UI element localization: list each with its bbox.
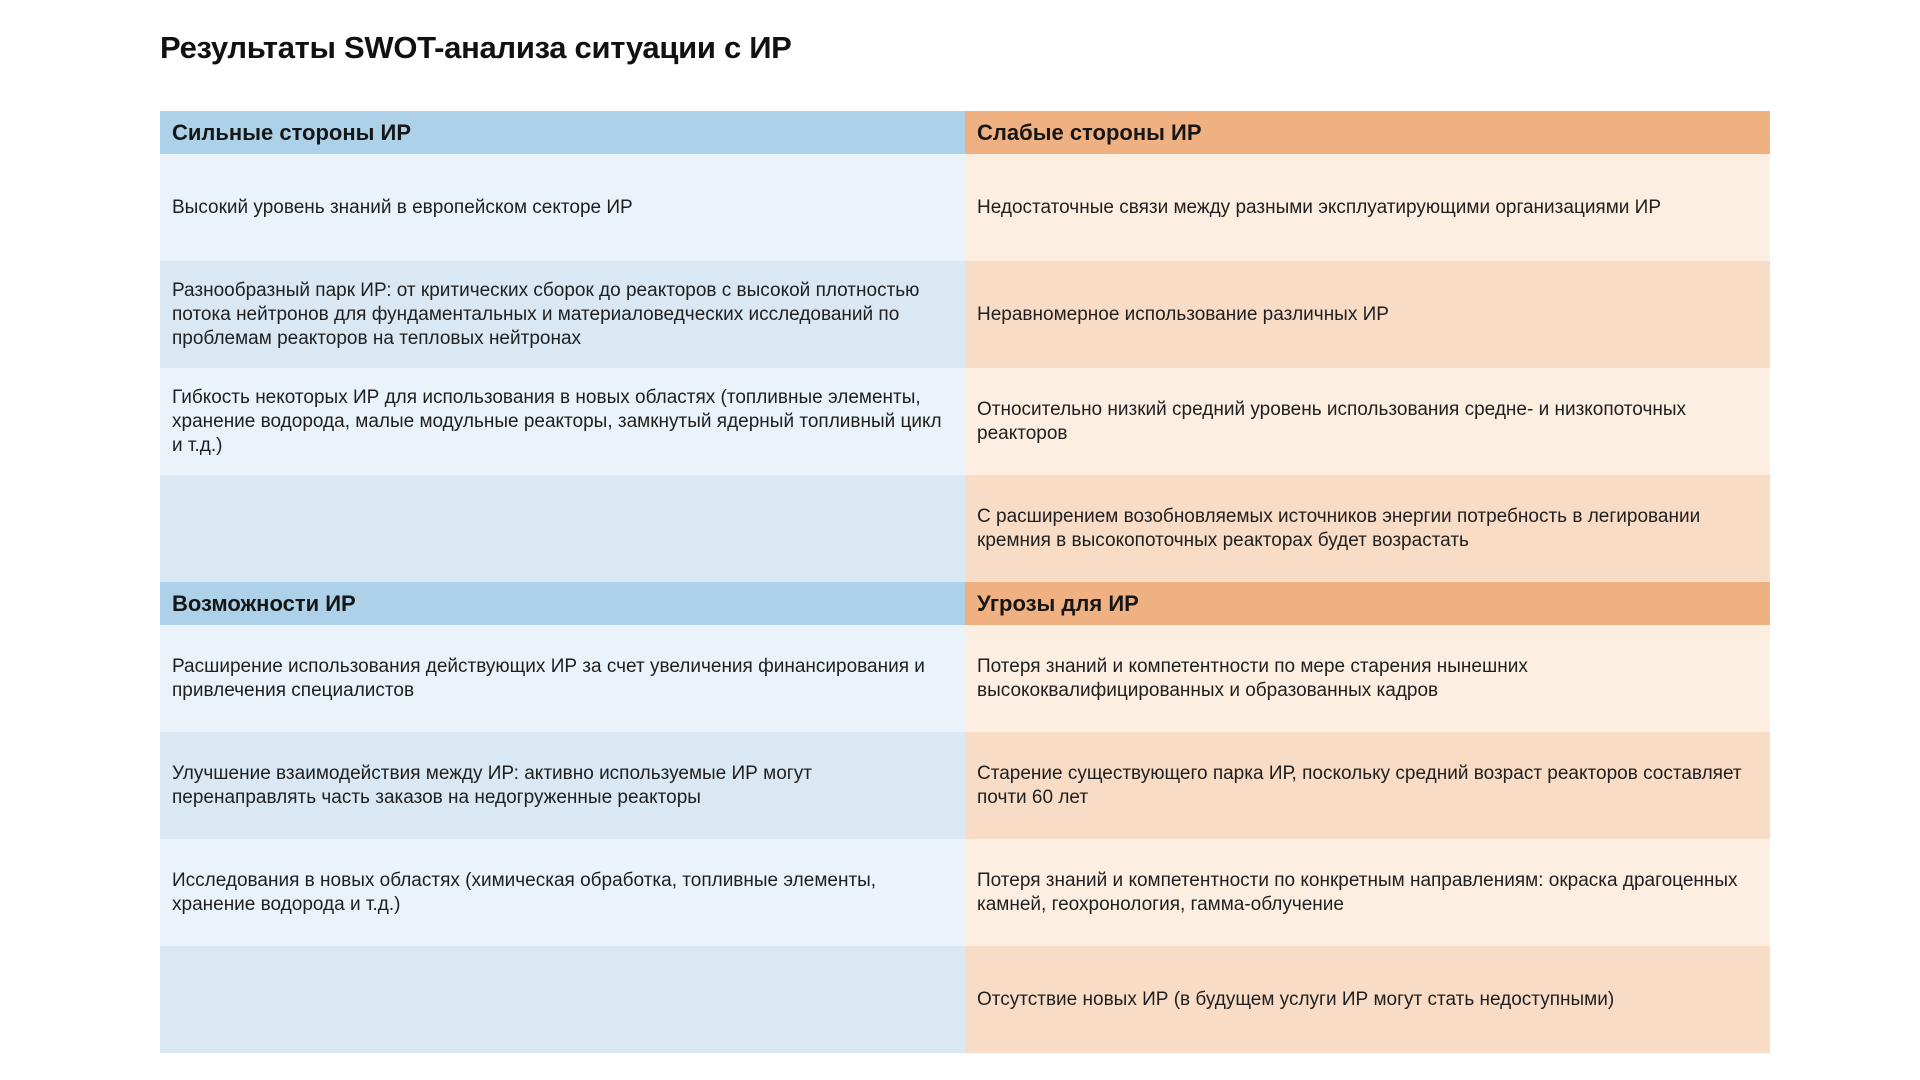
- weakness-item: [965, 368, 1770, 475]
- threat-item: [965, 732, 1770, 839]
- strengths-column: [160, 111, 965, 582]
- weaknesses-column: [965, 111, 1770, 582]
- strengths-heading: Сильные стороны ИР: [160, 111, 965, 154]
- opportunity-item-text: Исследования в новых областях (химическая обработка, топливные элементы, хранение водорода и т.д.): [172, 869, 877, 915]
- page-title: Результаты SWOT-анализа ситуации с ИР: [160, 30, 792, 65]
- opportunity-item: [160, 839, 965, 946]
- threat-item: [965, 839, 1770, 946]
- swot-bottom-section: [160, 582, 1770, 1053]
- strength-item-text: Гибкость некоторых ИР для использования в новых областях (топливные элементы, хранение водорода, малые модульные реакторы, замкнутый ядерный топливный цикл и т.д.): [172, 386, 942, 456]
- strength-item: [160, 261, 965, 368]
- weakness-item: [965, 475, 1770, 582]
- threats-column: [965, 582, 1770, 1053]
- opportunity-item: [160, 732, 965, 839]
- threat-item-text: Старение существующего парка ИР, поскольку средний возраст реакторов составляет почти 60 лет: [977, 762, 1742, 808]
- strength-item-text: Разнообразный парк ИР: от критических сборок до реакторов с высокой плотностью потока нейтронов для фундаментальных и материаловедческих исследований по проблемам реакторов на тепловых нейтронах: [172, 279, 920, 349]
- opportunity-item: [160, 946, 965, 1053]
- threat-item-text: Потеря знаний и компетентности по мере старения нынешних высококвалифицированных и образованных кадров: [977, 655, 1528, 701]
- threat-item-text: Потеря знаний и компетентности по конкретным направлениям: окраска драгоценных камней, геохронология, гамма-облучение: [977, 869, 1738, 915]
- strength-item: [160, 368, 965, 475]
- swot-table: [160, 111, 1770, 1053]
- strength-item-text: Высокий уровень знаний в европейском секторе ИР: [172, 196, 633, 218]
- weakness-item-text: Неравномерное использование различных ИР: [977, 303, 1389, 325]
- weakness-item-text: Относительно низкий средний уровень использования средне- и низкопоточных реакторов: [977, 398, 1686, 444]
- threat-item-text: Отсутствие новых ИР (в будущем услуги ИР могут стать недоступными): [977, 988, 1615, 1010]
- strength-item: [160, 154, 965, 261]
- swot-top-section: [160, 111, 1770, 582]
- opportunity-item-text: Расширение использования действующих ИР за счет увеличения финансирования и привлечения специалистов: [172, 655, 925, 701]
- threat-item: [965, 625, 1770, 732]
- weakness-item: [965, 261, 1770, 368]
- opportunities-column: [160, 582, 965, 1053]
- threat-item: [965, 946, 1770, 1053]
- opportunities-heading: Возможности ИР: [160, 582, 965, 625]
- opportunity-item: [160, 625, 965, 732]
- weakness-item: [965, 154, 1770, 261]
- weakness-item-text: Недостаточные связи между разными эксплуатирующими организациями ИР: [977, 196, 1662, 218]
- weakness-item-text: С расширением возобновляемых источников энергии потребность в легировании кремния в высокопоточных реакторах будет возрастать: [977, 505, 1701, 551]
- weaknesses-heading: Слабые стороны ИР: [965, 111, 1770, 154]
- strength-item: [160, 475, 965, 582]
- threats-heading: Угрозы для ИР: [965, 582, 1770, 625]
- opportunity-item-text: Улучшение взаимодействия между ИР: активно используемые ИР могут перенаправлять часть заказов на недогруженные реакторы: [172, 762, 812, 808]
